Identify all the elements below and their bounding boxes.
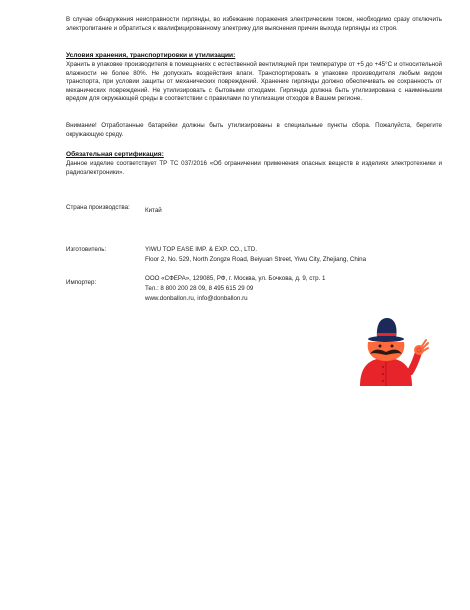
left-eye [379,345,382,348]
manufacturer-label: Изготовитель: [66,246,107,253]
manufacturer-line: YIWU TOP EASE IMP. & EXP. CO., LTD. [145,246,258,253]
importer-line: www.donballon.ru, info@donballon.ru [145,295,248,302]
certification-body: Данное изделие соответствует ТР ТС 037/2016 «Об ограничении применения опасных веществ в изделиях электротехники и радиоэлектроники». [66,160,442,176]
importer-value [145,274,435,304]
manufacturer-value [145,245,435,265]
raised-arm [410,354,418,372]
right-eye [391,345,394,348]
importer-label: Импортер: [66,279,97,286]
importer-line: ООО «СФЕРА», 129085, РФ, г. Москва, ул. Бочкова, д. 9, стр. 1 [145,275,326,282]
storage-body: Хранить в упаковке производителя в помещениях с естественной вентиляцией при температуре от +5 до +45°С и относительной влажности не более 80%. Не допускать воздействия влаги. Транспортировать в упаковке производителя любым видом транспорта, при условии защиты от механических повреждений. Хранение гирлянды должно обеспечивать ее сохранность от механических повреждений. Не утилизировать с бытовыми отходами. Гирлянда должна быть утилизирована с наименьшим вредом для окружающей среды в соответствии с правилами по утилизации отходов в Вашем регионе. [66,61,442,103]
coat-button [382,373,384,375]
top-hat-mascot-icon [356,316,432,386]
coat-button [382,366,384,368]
certification-heading: Обязательная сертификация: [66,151,164,158]
warning-paragraph: В случае обнаружения неисправности гирлянды, во избежание поражения электрическим током, необходимо сразу отключить электропитание и обратиться к квалифицированному электрику для выяснения причин выхода гирлянды из строя. [66,16,442,32]
battery-note: Внимание! Отработанные батарейки должны быть утилизированы в специальные пункты сбора. Пожалуйста, берегите окружающую среду. [66,122,442,138]
hat-band [377,333,396,336]
storage-heading: Условия хранения, транспортировки и утилизации: [66,52,236,59]
manufacturer-line: Floor 2, No. 529, North Zongze Road, Beiyuan Street, Yiwu City, Zhejiang, China [145,256,367,263]
country-value [145,206,435,216]
country-label: Страна производства: [66,204,130,211]
country-value-text: Китай [145,207,162,214]
importer-line: Тел.: 8 800 200 28 09, 8 495 615 29 09 [145,285,254,292]
coat-button [382,380,384,382]
